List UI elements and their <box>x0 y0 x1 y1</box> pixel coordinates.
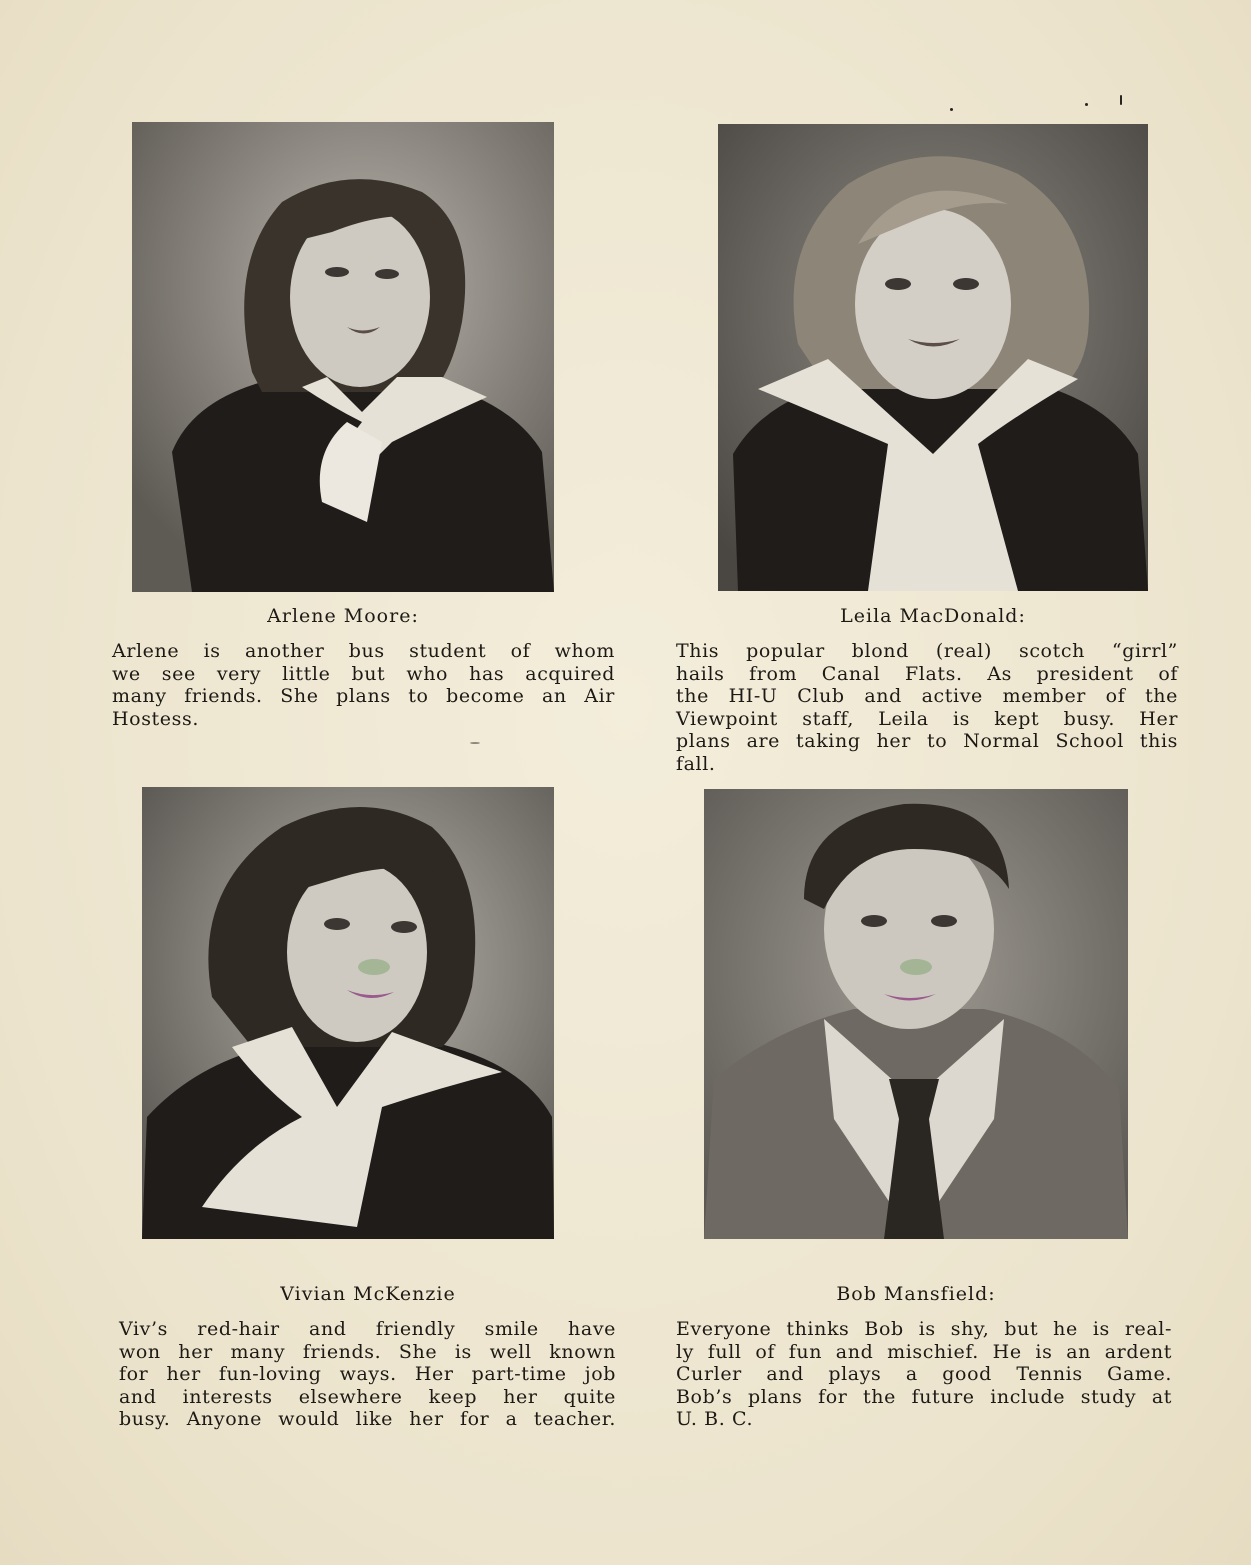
bio-line: Curler and plays a good Tennis Game. <box>676 1363 1172 1385</box>
bio-line: and interests elsewhere keep her quite <box>119 1385 616 1408</box>
bio-line: Viewpoint staff, Leila is kept busy. Her <box>676 707 1178 730</box>
bio-line: U. B. C. <box>676 1408 754 1430</box>
bio-line: plans are taking her to Normal School this <box>676 730 1178 752</box>
student-bio <box>676 1318 1172 1431</box>
bio-line: Viv’s red-hair and friendly smile have <box>119 1318 616 1340</box>
student-name: Arlene Moore: <box>267 605 419 627</box>
bio-line: Hostess. <box>112 707 199 730</box>
paper-speck <box>470 742 480 744</box>
bio-line: won her many friends. She is well known <box>119 1340 616 1363</box>
student-bio <box>119 1318 616 1431</box>
student-bio <box>676 640 1178 775</box>
bio-line: Arlene is another bus student of whom <box>112 640 615 662</box>
bio-line: the HI-U Club and active member of the <box>676 685 1178 707</box>
paper-speck <box>1120 95 1122 105</box>
student-name: Bob Mansfield: <box>836 1283 996 1305</box>
bio-line: many friends. She plans to become an Air <box>112 685 615 707</box>
student-name: Leila MacDonald: <box>840 605 1026 627</box>
bio-line: busy. Anyone would like her for a teacher. <box>119 1408 616 1430</box>
paper-speck <box>950 108 953 111</box>
portrait-photo-arlene-moore <box>132 122 554 592</box>
bio-line: fall. <box>676 752 716 775</box>
bio-line: ly full of fun and mischief. He is an ardent <box>676 1340 1172 1363</box>
student-bio <box>112 640 615 730</box>
bio-line: This popular blond (real) scotch “girrl” <box>676 640 1178 662</box>
portrait-photo-bob-mansfield <box>704 789 1128 1239</box>
portrait-photo-leila-macdonald <box>718 124 1148 591</box>
bio-line: we see very little but who has acquired <box>112 662 615 685</box>
paper-speck <box>1085 103 1088 106</box>
portrait-photo-vivian-mckenzie <box>142 787 554 1239</box>
bio-line: Everyone thinks Bob is shy, but he is real- <box>676 1318 1172 1340</box>
bio-line: Bob’s plans for the future include study at <box>676 1385 1172 1408</box>
student-name: Vivian McKenzie <box>280 1283 456 1305</box>
bio-line: hails from Canal Flats. As president of <box>676 662 1178 685</box>
bio-line: for her fun-loving ways. Her part-time job <box>119 1363 616 1385</box>
